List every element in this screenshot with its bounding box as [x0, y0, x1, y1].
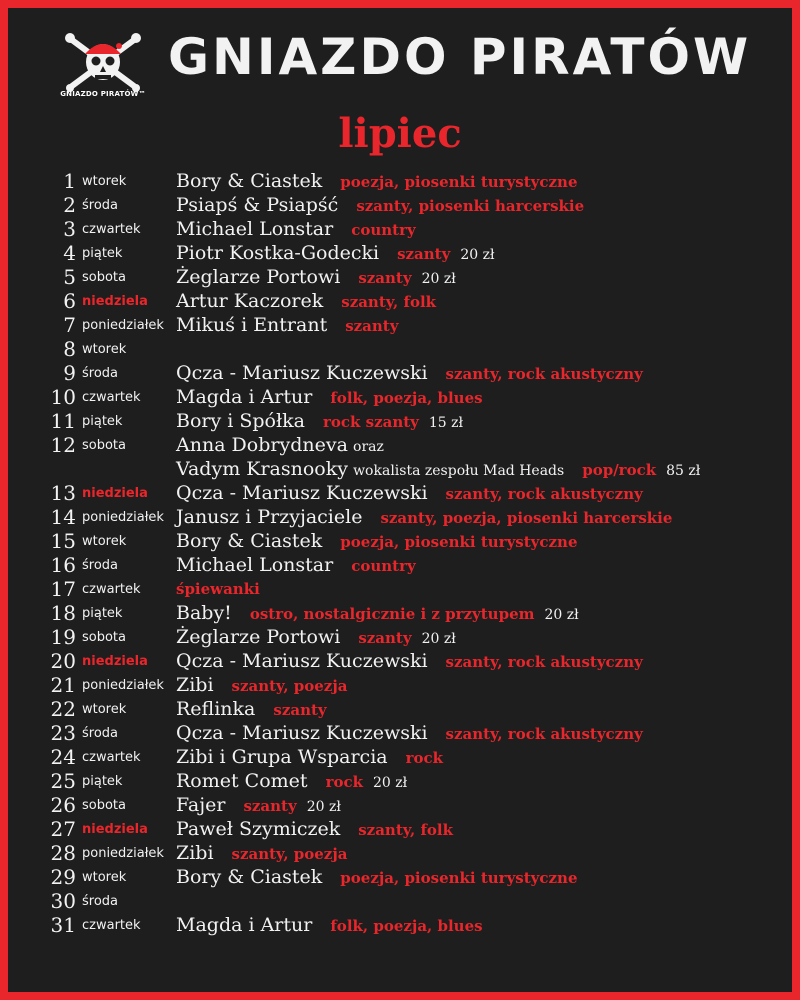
performer-name: Zibi i Grupa Wsparcia [176, 746, 388, 768]
genre-label: śpiewanki [176, 580, 260, 598]
performer-name: Fajer [176, 794, 226, 816]
performer-name: Mikuś i Entrant [176, 314, 328, 336]
day-number: 9 [63, 361, 76, 385]
genre-label: folk, poezja, blues [330, 917, 483, 935]
schedule-row [8, 625, 792, 649]
weekday: niedziela [82, 654, 148, 669]
day-number: 17 [50, 577, 76, 601]
day-number: 26 [50, 793, 76, 817]
ticket-price: 20 zł [460, 247, 495, 263]
performance [176, 841, 347, 866]
performer-note: oraz [353, 439, 384, 455]
schedule-row [8, 433, 792, 457]
performer-name: Qcza - Mariusz Kuczewski [176, 482, 428, 504]
performance [176, 793, 341, 819]
day-number: 2 [63, 193, 76, 217]
schedule-row [8, 865, 792, 889]
performance [176, 481, 643, 506]
schedule-row [8, 529, 792, 553]
performer-name: Baby! [176, 602, 232, 624]
weekday: poniedziałek [82, 510, 164, 525]
performance [176, 529, 577, 554]
performer-name: Anna Dobrydneva [176, 434, 348, 456]
ticket-price: 85 zł [666, 463, 701, 479]
performer-name: Michael Lonstar [176, 218, 334, 240]
genre-label: country [351, 221, 416, 239]
day-number: 20 [50, 649, 76, 673]
weekday: wtorek [82, 174, 127, 189]
performance [176, 313, 398, 338]
weekday: sobota [82, 630, 126, 645]
day-number: 25 [50, 769, 76, 793]
day-number: 28 [50, 841, 76, 865]
day-number: 29 [50, 865, 76, 889]
day-number: 8 [63, 337, 76, 361]
weekday: piątek [82, 774, 123, 789]
day-number: 22 [50, 697, 76, 721]
performer-name: Żeglarze Portowi [176, 266, 341, 288]
schedule-row [8, 361, 792, 385]
skull-crossbones-icon [58, 30, 148, 92]
weekday: czwartek [82, 582, 141, 597]
genre-label: poezja, piosenki turystyczne [340, 173, 578, 191]
performer-name: Bory i Spółka [176, 410, 305, 432]
schedule-row [8, 697, 792, 721]
performance [176, 649, 643, 674]
performance [176, 289, 436, 314]
performer-name: Bory & Ciastek [176, 170, 323, 192]
performance [176, 625, 456, 651]
performance [176, 241, 495, 267]
schedule-row [8, 169, 792, 193]
pirate-logo [58, 30, 148, 110]
genre-label: szanty, rock akustyczny [445, 365, 643, 383]
weekday: wtorek [82, 534, 127, 549]
weekday: niedziela [82, 486, 148, 501]
genre-label: szanty, rock akustyczny [445, 485, 643, 503]
schedule-row [8, 241, 792, 265]
day-number: 3 [63, 217, 76, 241]
schedule-row [8, 793, 792, 817]
performer-name: Magda i Artur [176, 914, 313, 936]
performer-note: wokalista zespołu Mad Heads [353, 463, 565, 479]
weekday: niedziela [82, 294, 148, 309]
weekday: sobota [82, 798, 126, 813]
schedule-row [8, 265, 792, 289]
genre-label: ostro, nostalgicznie i z przytupem [249, 605, 535, 623]
genre-label: szanty, poezja, piosenki harcerskie [380, 509, 673, 527]
genre-label: szanty, rock akustyczny [445, 725, 643, 743]
ticket-price: 20 zł [544, 607, 579, 623]
day-number: 4 [63, 241, 76, 265]
schedule-row [8, 457, 792, 481]
performance [176, 865, 577, 890]
genre-label: szanty, folk [341, 293, 437, 311]
ticket-price: 15 zł [428, 415, 464, 431]
weekday: środa [82, 366, 119, 381]
genre-label: szanty, poezja [231, 845, 348, 863]
weekday: wtorek [82, 870, 127, 885]
schedule-row [8, 889, 792, 913]
day-number: 16 [50, 553, 76, 577]
performer-name: Paweł Szymiczek [176, 818, 341, 840]
day-number: 23 [50, 721, 76, 745]
schedule-row [8, 721, 792, 745]
genre-label: szanty [273, 701, 327, 719]
genre-label: szanty [243, 797, 297, 815]
performer-name: Reflinka [176, 698, 256, 720]
schedule-row [8, 481, 792, 505]
poster-frame [8, 8, 792, 992]
day-number: 12 [50, 433, 76, 457]
performance [176, 721, 643, 746]
performance [176, 697, 327, 722]
genre-label: rock szanty [323, 413, 419, 431]
weekday: wtorek [82, 342, 127, 357]
schedule-row [8, 217, 792, 241]
schedule-row [8, 553, 792, 577]
day-number: 6 [63, 289, 76, 313]
genre-label: country [351, 557, 416, 575]
performer-name: Artur Kaczorek [176, 290, 324, 312]
performer-name: Piotr Kostka-Godecki [176, 242, 380, 264]
weekday: wtorek [82, 702, 127, 717]
day-number: 15 [50, 529, 76, 553]
genre-label: rock [325, 773, 363, 791]
performance [176, 409, 463, 435]
performer-name: Janusz i Przyjaciele [176, 506, 363, 528]
schedule-row [8, 817, 792, 841]
performance [176, 673, 347, 698]
day-number: 27 [50, 817, 76, 841]
day-number: 21 [50, 673, 76, 697]
genre-label: poezja, piosenki turystyczne [340, 869, 578, 887]
performance [176, 577, 260, 601]
weekday: środa [82, 894, 119, 909]
brand-title: GNIAZDO PIRATÓW [168, 28, 752, 86]
schedule-row [8, 409, 792, 433]
weekday: środa [82, 198, 119, 213]
performance [176, 193, 584, 218]
weekday: poniedziałek [82, 678, 164, 693]
weekday: poniedziałek [82, 846, 164, 861]
day-number: 1 [63, 169, 76, 193]
performer-name: Zibi [176, 842, 214, 864]
genre-label: folk, poezja, blues [330, 389, 483, 407]
performer-name: Qcza - Mariusz Kuczewski [176, 362, 428, 384]
genre-label: rock [405, 749, 444, 767]
performer-name: Bory & Ciastek [176, 530, 323, 552]
performer-name: Michael Lonstar [176, 554, 334, 576]
day-number: 14 [50, 505, 76, 529]
schedule-row [8, 769, 792, 793]
performance [176, 745, 443, 770]
genre-label: pop/rock [582, 461, 657, 479]
performance [176, 553, 416, 578]
performance [176, 265, 456, 291]
performer-name: Qcza - Mariusz Kuczewski [176, 722, 428, 744]
schedule-row [8, 385, 792, 409]
schedule-row [8, 313, 792, 337]
performance [176, 913, 483, 938]
performance [176, 505, 672, 530]
weekday: czwartek [82, 918, 141, 933]
day-number: 19 [50, 625, 76, 649]
weekday: niedziela [82, 822, 148, 837]
weekday: czwartek [82, 750, 141, 765]
genre-label: szanty, poezja [231, 677, 348, 695]
schedule-row [8, 673, 792, 697]
schedule-row [8, 745, 792, 769]
genre-label: szanty, folk [358, 821, 454, 839]
day-number: 30 [50, 889, 76, 913]
logo-wordmark: GNIAZDO PIRATÓW™ [60, 90, 146, 98]
ticket-price: 20 zł [373, 775, 408, 791]
weekday: sobota [82, 438, 126, 453]
performance [176, 217, 416, 242]
schedule-row [8, 289, 792, 313]
performance [176, 169, 577, 194]
genre-label: szanty, piosenki harcerskie [356, 197, 585, 215]
ticket-price: 20 zł [421, 631, 456, 647]
genre-label: szanty [358, 629, 412, 647]
day-number: 5 [63, 265, 76, 289]
weekday: piątek [82, 606, 123, 621]
weekday: piątek [82, 414, 123, 429]
ticket-price: 20 zł [306, 799, 341, 815]
genre-label: szanty, rock akustyczny [445, 653, 643, 671]
schedule-row [8, 601, 792, 625]
genre-label: szanty [345, 317, 399, 335]
weekday: czwartek [82, 390, 141, 405]
performer-name: Bory & Ciastek [176, 866, 323, 888]
performance [176, 433, 384, 459]
weekday: środa [82, 726, 119, 741]
performer-name: Żeglarze Portowi [176, 626, 341, 648]
genre-label: szanty [358, 269, 412, 287]
genre-label: szanty [397, 245, 451, 263]
day-number: 18 [50, 601, 76, 625]
schedule-row [8, 193, 792, 217]
ticket-price: 20 zł [421, 271, 456, 287]
performance [176, 361, 643, 386]
performance [176, 457, 700, 483]
performer-name: Qcza - Mariusz Kuczewski [176, 650, 428, 672]
schedule-row [8, 505, 792, 529]
performer-name: Romet Comet [176, 770, 308, 792]
weekday: czwartek [82, 222, 141, 237]
schedule-row [8, 913, 792, 937]
performance [176, 769, 407, 795]
weekday: sobota [82, 270, 126, 285]
performer-name: Vadym Krasnooky [176, 458, 348, 480]
weekday: poniedziałek [82, 318, 164, 333]
day-number: 7 [63, 313, 76, 337]
genre-label: poezja, piosenki turystyczne [340, 533, 578, 551]
day-number: 24 [50, 745, 76, 769]
performance [176, 385, 483, 410]
schedule-row [8, 577, 792, 601]
performer-name: Psiapś & Psiapść [176, 194, 339, 216]
schedule-row [8, 841, 792, 865]
month-title: lipiec [338, 110, 462, 157]
performance [176, 817, 453, 842]
weekday: środa [82, 558, 119, 573]
day-number: 10 [50, 385, 76, 409]
day-number: 31 [50, 913, 76, 937]
performer-name: Zibi [176, 674, 214, 696]
performer-name: Magda i Artur [176, 386, 313, 408]
schedule-row [8, 649, 792, 673]
weekday: piątek [82, 246, 123, 261]
day-number: 11 [50, 409, 76, 433]
performance [176, 601, 579, 627]
schedule-row [8, 337, 792, 361]
day-number: 13 [50, 481, 76, 505]
